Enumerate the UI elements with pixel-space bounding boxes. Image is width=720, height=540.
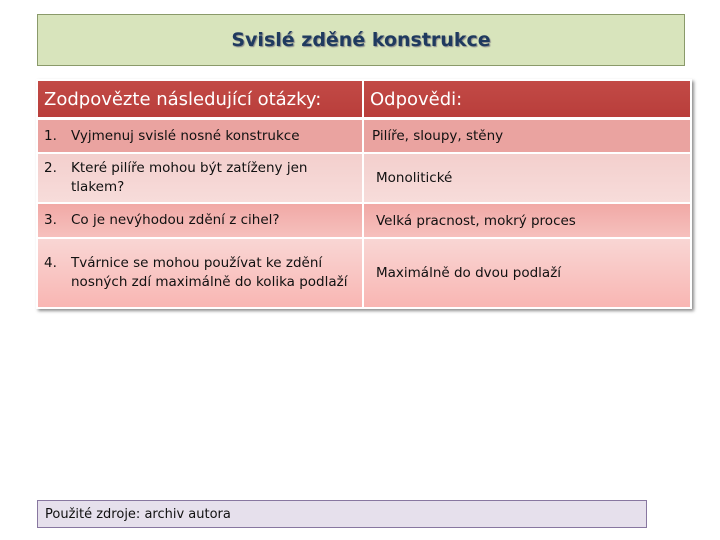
answer-cell: Monolitické	[363, 153, 691, 203]
question-text: Co je nevýhodou zdění z cihel?	[71, 212, 280, 228]
question-text: Které pilíře mohou být zatíženy jen tlakem?	[71, 160, 308, 195]
question-cell	[37, 153, 363, 203]
table-row	[37, 119, 691, 154]
question-text: Tvárnice se mohou používat ke zdění nosných zdí maximálně do kolika podlaží	[71, 255, 348, 290]
header-answers: Odpovědi:	[363, 80, 691, 119]
table-row	[37, 153, 691, 203]
question-cell	[37, 119, 363, 154]
table-header-row	[37, 80, 691, 119]
question-text: Vyjmenuj svislé nosné konstrukce	[71, 127, 300, 144]
answer-cell: Pilíře, sloupy, stěny	[363, 119, 691, 154]
qa-table	[36, 79, 692, 309]
question-number: 4.	[44, 255, 57, 271]
question-cell	[37, 238, 363, 308]
slide-title: Svislé zděné konstrukce	[37, 14, 685, 66]
source-note: Použité zdroje: archiv autora	[37, 500, 647, 528]
answer-cell: Maximálně do dvou podlaží	[363, 238, 691, 308]
table-row	[37, 203, 691, 238]
header-questions: Zodpovězte následující otázky:	[37, 80, 363, 119]
question-number: 2.	[44, 160, 57, 176]
question-number: 1.	[44, 127, 57, 144]
answer-cell: Velká pracnost, mokrý proces	[363, 203, 691, 238]
question-cell	[37, 203, 363, 238]
question-number: 3.	[44, 212, 57, 228]
table-row	[37, 238, 691, 308]
